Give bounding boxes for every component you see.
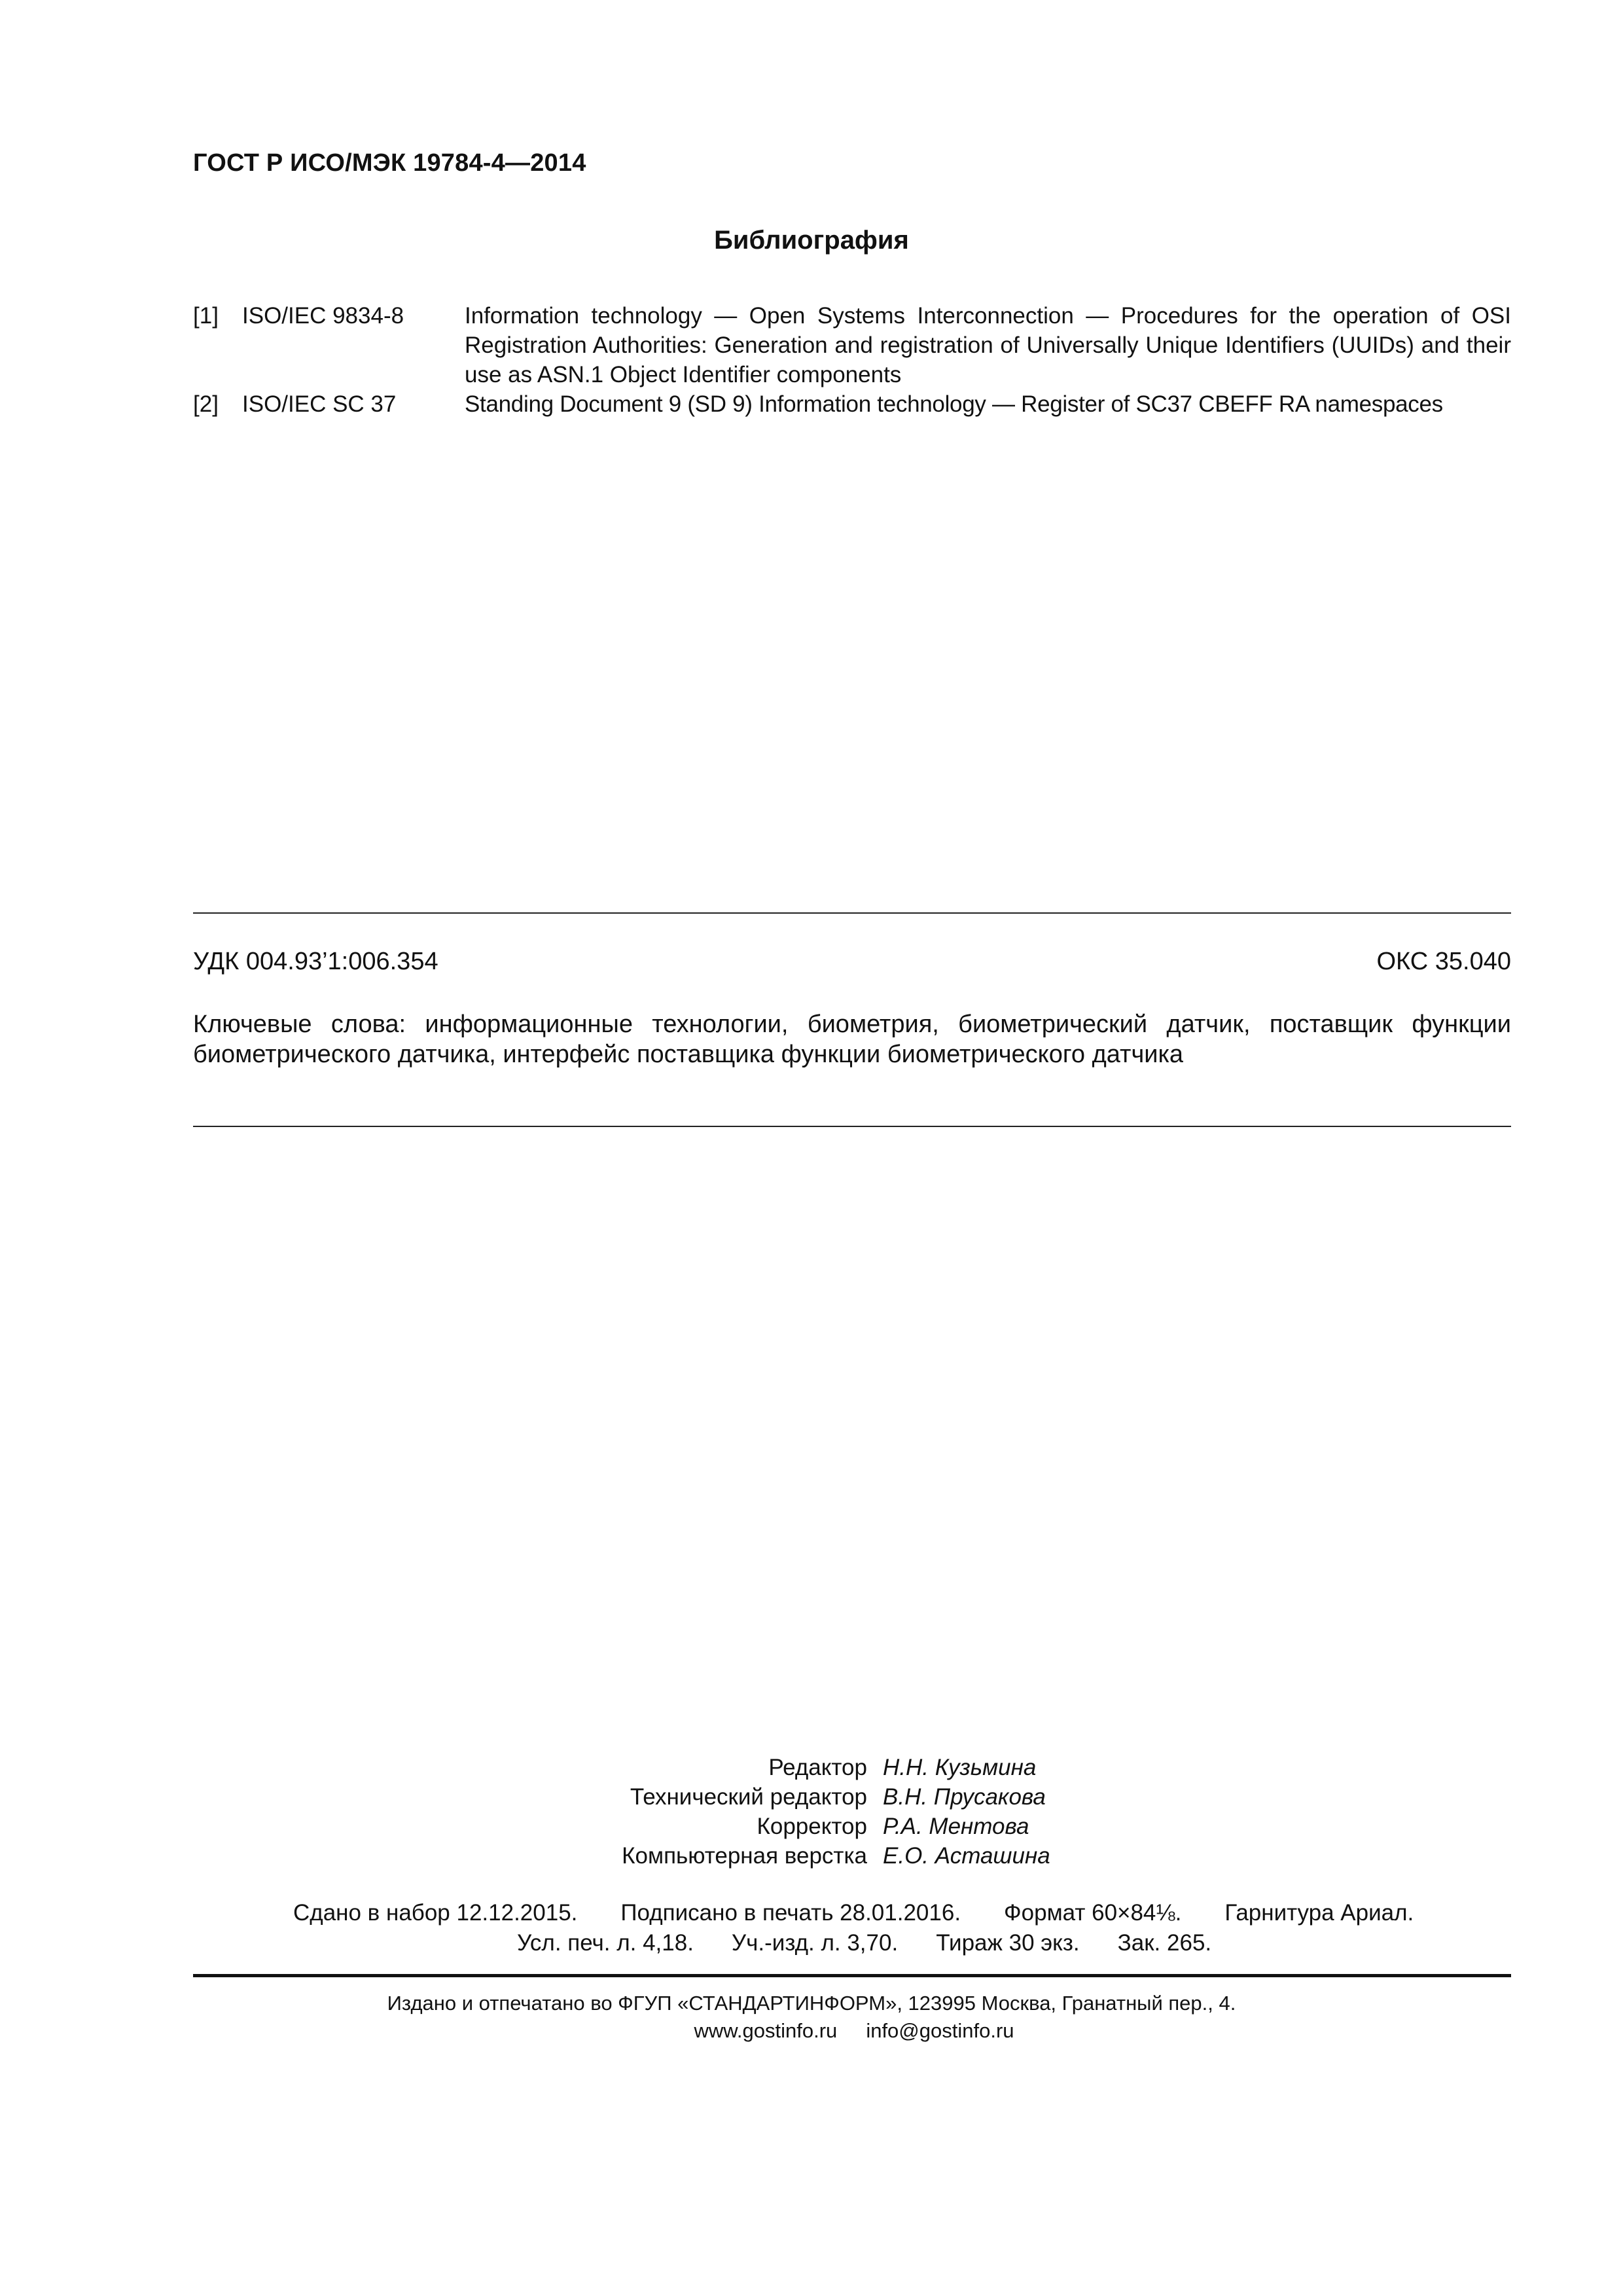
bibliography-entry [193,389,1511,419]
bibliography-entry-title: Standing Document 9 (SD 9) Information technology — Register of SC37 CBEFF RA namespaces [465,391,1443,417]
credit-role: Компьютерная верстка [622,1843,867,1869]
oks-code: ОКС 35.040 [1376,948,1511,975]
publisher-website-link[interactable]: www.gostinfo.ru [694,2019,838,2042]
credit-row [0,1753,1623,1782]
document-code: ГОСТ Р ИСО/МЭК 19784-4—2014 [193,149,586,177]
bibliography-entry-title: Information technology — Open Systems Interconnection — Procedures for the operation of OSI Registration Authorities: Generation and registration of Universally Unique Identifiers (UUIDs) and their use as ASN.1 Object Identifier components [465,303,1511,387]
publisher-address: Издано и отпечатано во ФГУП «СТАНДАРТИНФОРМ», 123995 Москва, Гранатный пер., 4. [387,1992,1236,2015]
credit-role: Технический редактор [630,1784,867,1810]
bibliography-entry-number: [1] [193,303,219,329]
edition-sheets: Уч.-изд. л. 3,70. [731,1930,899,1956]
publisher-contacts [85,2017,1623,2045]
bibliography-entry [193,301,1511,389]
credit-name: Н.Н. Кузьмина [883,1755,1037,1780]
signed-date: Подписано в печать 28.01.2016. [620,1900,961,1926]
circulation: Тираж 30 экз. [936,1930,1080,1956]
print-sheets: Усл. печ. л. 4,18. [517,1930,694,1956]
print-info-line-2 [517,1930,1211,1956]
section-title: Библиография [714,226,909,255]
typeface: Гарнитура Ариал. [1224,1900,1414,1926]
credit-row [0,1812,1623,1841]
credit-name: Р.А. Ментова [883,1814,1029,1839]
divider-bottom [193,1126,1511,1127]
footer-divider [193,1974,1511,1977]
credit-row [0,1782,1623,1812]
keywords: Ключевые слова: информационные технологии, биометрия, биометрический датчик, поставщик функции биометрического датчика, интерфейс поставщика функции биометрического датчика [193,1011,1511,1068]
credit-name: Е.О. Асташина [883,1843,1050,1869]
bibliography-entry-number: [2] [193,391,219,417]
publisher-info [0,1990,1623,2045]
order-number: Зак. 265. [1117,1930,1212,1956]
publisher-email-link[interactable]: info@gostinfo.ru [866,2019,1014,2042]
credit-role: Корректор [757,1814,867,1839]
paper-format: Формат 60×84⅛. [1004,1900,1182,1926]
udk-code: УДК 004.93’1:006.354 [193,948,438,975]
credit-role: Редактор [768,1755,867,1780]
credit-name: В.Н. Прусакова [883,1784,1046,1810]
credits [0,1753,1623,1871]
submitted-date: Сдано в набор 12.12.2015. [293,1900,578,1926]
divider-top [193,912,1511,914]
bibliography-entry-reference: ISO/IEC SC 37 [242,391,397,417]
bibliography-entry-reference: ISO/IEC 9834-8 [242,303,404,329]
credit-row [0,1841,1623,1871]
print-info-line-1 [293,1900,1414,1926]
bibliography-list [193,301,1511,419]
